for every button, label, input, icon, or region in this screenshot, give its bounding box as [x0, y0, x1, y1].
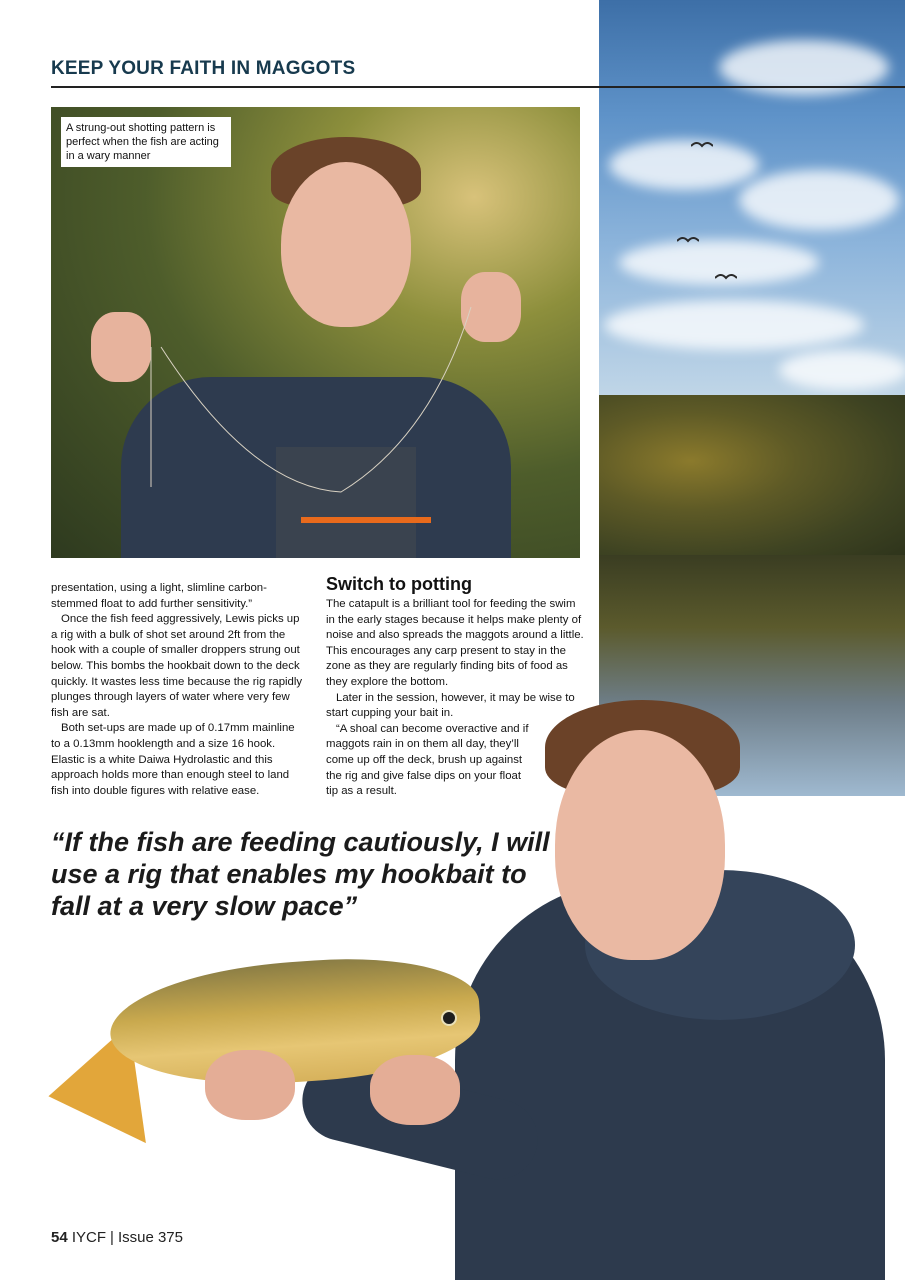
issue-number: Issue 375: [117, 1229, 183, 1246]
magazine-name: IYCF: [71, 1229, 107, 1246]
bird-icon: [691, 140, 713, 150]
paragraph: Both set-ups are made up of 0.17mm mainline to a 0.13mm hooklength and a size 16 hook. Elastic is a white Daiwa Hydrolastic and this approach holds more than enough steel to land fish into double figures with relative ease.: [51, 722, 295, 797]
header-divider: [51, 86, 905, 88]
article-column-1: [51, 581, 306, 799]
paragraph: “A shoal can become overactive and if maggots rain in on them all day, they’ll come up off the deck, brush up against the rig and give false dips on your float tip as a result.: [326, 722, 529, 798]
pull-quote: “If the fish are feeding cautiously, I will use a rig that enables my hookbait to fall at a very slow pace”: [51, 827, 550, 921]
angler-hand: [370, 1055, 460, 1125]
tree-line: [599, 395, 905, 560]
angler-face-bottom: [555, 730, 725, 960]
page-number: 54: [51, 1229, 68, 1246]
page-footer: 54 IYCF | Issue 375: [51, 1229, 183, 1246]
bird-icon: [677, 235, 699, 245]
landscape-photo: [599, 0, 905, 796]
angler-hand: [205, 1050, 295, 1120]
paragraph: presentation, using a light, slimline carbon-stemmed float to add further sensitivity.”: [51, 582, 267, 610]
paragraph: Later in the session, however, it may be wise to start cupping your bait in.: [326, 691, 575, 720]
angler-photo-top: [51, 107, 580, 558]
fishing-line: [51, 107, 580, 558]
bird-icon: [715, 272, 737, 282]
subheading: Switch to potting: [326, 574, 472, 594]
paragraph: Once the fish feed aggressively, Lewis picks up a rig with a bulk of shot set around 2ft from the hook with a couple of smaller droppers strung out below. This bombs the hookbait down to the deck quickly. It wastes less time because the rig rapidly plunges through layers of water where very few fish are sat.: [51, 613, 303, 719]
section-title: KEEP YOUR FAITH IN MAGGOTS: [51, 58, 356, 79]
paragraph: The catapult is a brilliant tool for feeding the swim in the early stages because it helps make plenty of noise and also spreads the maggots around a little. This encourages any carp present to stay in the zone as they are regularly finding bits of food as they explore the bottom.: [326, 598, 584, 688]
sky: [599, 0, 905, 420]
carp-eye: [441, 1010, 457, 1026]
photo-caption: A strung-out shotting pattern is perfect when the fish are acting in a wary manner: [61, 117, 231, 167]
